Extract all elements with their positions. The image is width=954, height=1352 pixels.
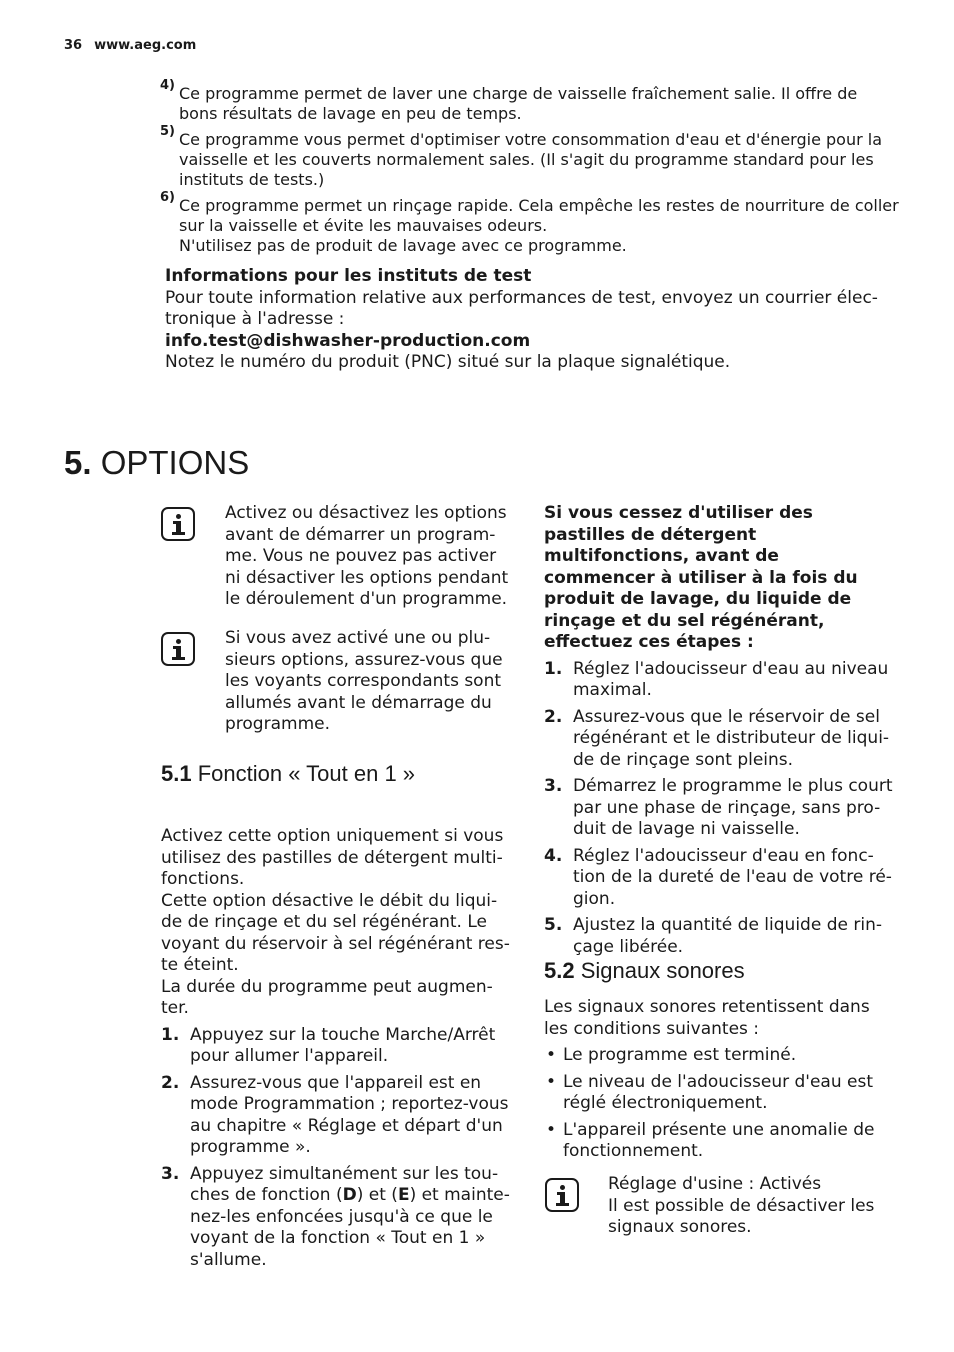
footnote-6 xyxy=(160,190,900,256)
test-info-body: Pour toute information relative aux performances de test, envoyez un courrier élec-tronique à l'adresse : xyxy=(165,287,878,329)
note-1: Activez ou désactivez les options avant de démarrer un program-me. Vous ne pouvez pas activer ni désactiver les options pendant le déroulement d'un programme. xyxy=(225,503,509,609)
list-item xyxy=(544,915,894,958)
info-icon xyxy=(545,1178,579,1212)
subsection-title: Fonction « Tout en 1 » xyxy=(197,761,416,786)
footnote-text: Ce programme vous permet d'optimiser votre consommation d'eau et d'énergie pour la vaisselle et les couverts normalement sales. (Il s'agit du programme standard pour les instituts de tests.) xyxy=(179,130,883,189)
subsection-number: 5.2 xyxy=(544,958,575,983)
list-item xyxy=(544,846,894,911)
step-text: Appuyez sur la touche Marche/Arrêt pour allumer l'appareil. xyxy=(190,1024,496,1066)
subsection-5-1-heading xyxy=(161,761,415,787)
list-item: • L'appareil présente une anomalie de fonctionnement. xyxy=(544,1120,889,1163)
footnote-4 xyxy=(160,78,900,124)
steps-list xyxy=(544,659,894,959)
paragraph: Activez cette option uniquement si vous utilisez des pastilles de détergent multi-fonctions. xyxy=(161,826,504,889)
subsection-title: Signaux sonores xyxy=(580,958,745,983)
site-url[interactable]: www.aeg.com xyxy=(94,38,197,53)
intro-bold: Si vous cessez d'utiliser des pastilles de détergent multifonctions, avant de commencer à utiliser à la fois du produit de lavage, du liquide de rinçage et du sel régénérant, effectuez ces étapes : xyxy=(544,503,858,652)
subsection-5-1-body xyxy=(161,826,513,1276)
step-text: ) et ( xyxy=(356,1185,398,1205)
key-label: D xyxy=(342,1185,357,1205)
key-label: E xyxy=(397,1185,410,1205)
bullet-list xyxy=(544,1045,889,1163)
list-item: • Le niveau de l'adoucisseur d'eau est réglé électroniquement. xyxy=(544,1072,889,1115)
step-number: 4. xyxy=(544,845,563,866)
right-column xyxy=(544,503,894,963)
footnote-mark: 6) xyxy=(160,190,175,205)
test-info-email[interactable]: info.test@dishwasher-production.com xyxy=(165,330,531,351)
step-number: 2. xyxy=(544,706,563,727)
subsection-number: 5.1 xyxy=(161,761,192,786)
step-text: Appuyez simultanément sur les tou-ches de fonction ( xyxy=(190,1163,499,1205)
list-item xyxy=(544,776,894,841)
step-text: Démarrez le programme le plus court par une phase de rinçage, sans pro-duit de lavage ni vaisselle. xyxy=(573,776,893,839)
section-title: OPTIONS xyxy=(100,444,250,481)
test-info-note: Notez le numéro du produit (PNC) situé sur la plaque signalétique. xyxy=(165,352,731,372)
page-number: 36 xyxy=(64,38,83,53)
step-text: Ajustez la quantité de liquide de rin-çage libérée. xyxy=(573,915,882,957)
step-text: Réglez l'adoucisseur d'eau au niveau maximal. xyxy=(573,658,889,700)
note-line: Réglage d'usine : Activés xyxy=(608,1174,822,1194)
footnote-text: Ce programme permet un rinçage rapide. Cela empêche les restes de nourriture de coller sur la vaisselle et évite les mauvaises odeurs. xyxy=(179,196,899,235)
list-item xyxy=(544,707,894,772)
step-number: 2. xyxy=(161,1072,180,1093)
footnote-5 xyxy=(160,124,900,190)
steps-list xyxy=(161,1025,513,1272)
paragraph: Les signaux sonores retentissent dans les conditions suivantes : xyxy=(544,997,870,1039)
paragraph: Cette option désactive le débit du liqui-de de rinçage et du sel régénérant. Le voyant du réservoir à sel régénérant res-te éteint. xyxy=(161,890,510,975)
test-info-title: Informations pour les instituts de test xyxy=(165,266,532,286)
step-number: 1. xyxy=(544,658,563,679)
test-info-block xyxy=(165,266,885,374)
subsection-5-2-heading xyxy=(544,958,745,984)
note-3 xyxy=(608,1174,893,1239)
step-number: 1. xyxy=(161,1024,180,1045)
list-item xyxy=(161,1164,513,1272)
step-text: ) et mainte-nez-les enfoncées jusqu'à ce que le voyant de la fonction « Tout en 1 » s'allume. xyxy=(190,1185,510,1270)
step-number: 3. xyxy=(161,1163,180,1184)
list-item: • Le programme est terminé. xyxy=(544,1045,889,1067)
info-icon xyxy=(161,507,195,541)
step-text: Assurez-vous que le réservoir de sel régénérant et le distributeur de liqui-de de rinçage sont pleins. xyxy=(573,706,890,770)
section-number: 5. xyxy=(64,444,92,481)
paragraph: La durée du programme peut augmen-ter. xyxy=(161,976,493,1018)
note-2: Si vous avez activé une ou plu-sieurs options, assurez-vous que les voyants correspondants sont allumés avant le démarrage du programme. xyxy=(225,628,503,734)
footnote-mark: 5) xyxy=(160,124,175,139)
note-line: Il est possible de désactiver les signaux sonores. xyxy=(608,1195,875,1237)
step-number: 3. xyxy=(544,776,563,796)
subsection-5-2-body xyxy=(544,997,889,1168)
footnote-text-2: N'utilisez pas de produit de lavage avec ce programme. xyxy=(179,236,627,255)
info-icon xyxy=(161,632,195,666)
footnote-text: Ce programme permet de laver une charge de vaisselle fraîchement salie. Il offre de bons résultats de lavage en peu de temps. xyxy=(179,84,858,123)
list-item xyxy=(161,1025,513,1068)
footnote-mark: 4) xyxy=(160,78,175,93)
section-heading xyxy=(64,444,249,482)
step-number: 5. xyxy=(544,915,563,935)
list-item xyxy=(544,659,894,702)
page-header xyxy=(64,38,196,53)
step-text: Assurez-vous que l'appareil est en mode Programmation ; reportez-vous au chapitre « Réglage et départ d'un programme ». xyxy=(190,1072,509,1157)
step-text: Réglez l'adoucisseur d'eau en fonc-tion de la dureté de l'eau de votre ré-gion. xyxy=(573,845,892,909)
list-item xyxy=(161,1073,513,1159)
